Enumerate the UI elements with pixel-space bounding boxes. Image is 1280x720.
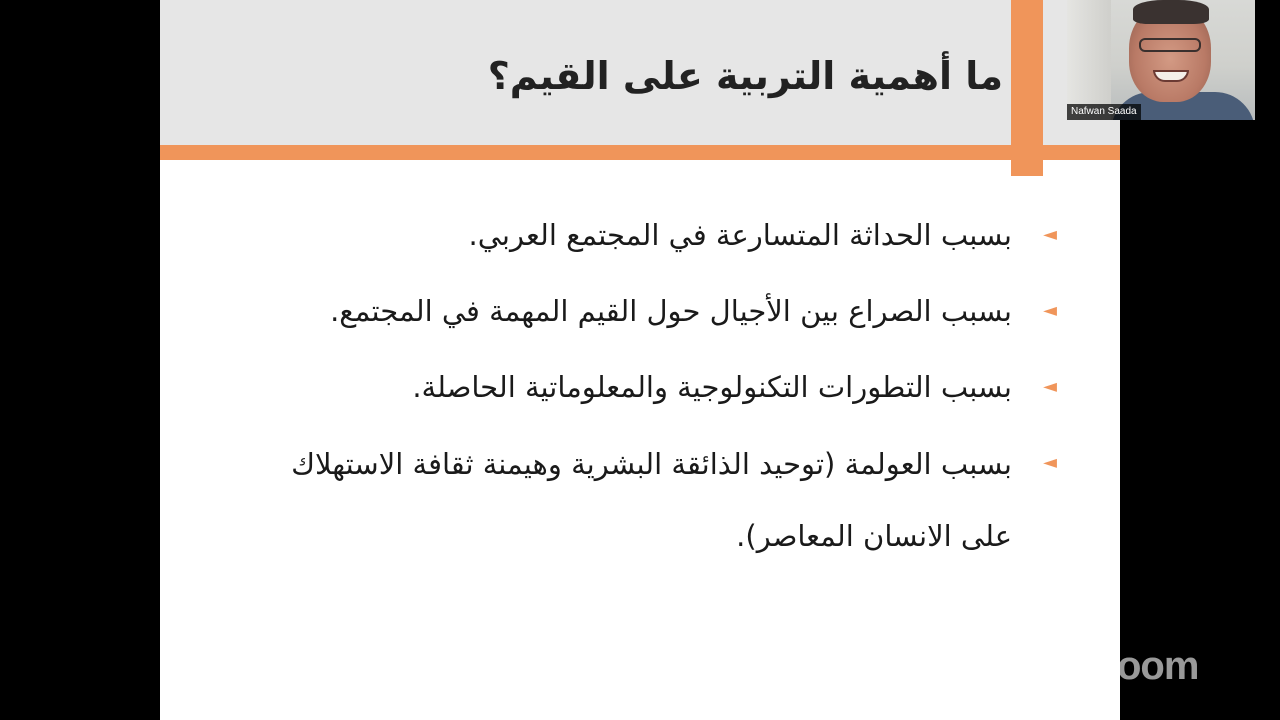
participant-glasses xyxy=(1139,38,1201,52)
bullet-arrow-icon: ◄ xyxy=(1043,224,1057,245)
bullet-item xyxy=(240,428,1057,572)
zoom-logo: zoom xyxy=(1098,644,1199,688)
bullet-list xyxy=(240,200,1057,578)
bullet-text: بسبب الصراع بين الأجيال حول القيم المهمة في المجتمع. xyxy=(330,294,1012,328)
participant-name-label: Nafwan Saada xyxy=(1067,104,1141,120)
bullet-arrow-icon: ◄ xyxy=(1043,376,1057,397)
video-background xyxy=(1067,0,1111,120)
participant-hair xyxy=(1133,0,1209,24)
accent-bar-vertical xyxy=(1011,0,1043,176)
participant-video-tile[interactable] xyxy=(1067,0,1255,120)
bullet-item xyxy=(240,352,1057,422)
bullet-text: بسبب العولمة (توحيد الذائقة البشرية وهيمنة ثقافة الاستهلاك على الانسان المعاصر). xyxy=(291,447,1012,553)
bullet-item xyxy=(240,200,1057,270)
bullet-arrow-icon: ◄ xyxy=(1043,452,1057,473)
shared-slide xyxy=(160,0,1120,720)
accent-bar-horizontal xyxy=(160,145,1120,160)
bullet-item xyxy=(240,276,1057,346)
bullet-arrow-icon: ◄ xyxy=(1043,300,1057,321)
bullet-text: بسبب الحداثة المتسارعة في المجتمع العربي. xyxy=(468,218,1012,252)
bullet-text: بسبب التطورات التكنولوجية والمعلوماتية الحاصلة. xyxy=(412,370,1012,404)
slide-title: ما أهمية التربية على القيم؟ xyxy=(487,54,1003,98)
